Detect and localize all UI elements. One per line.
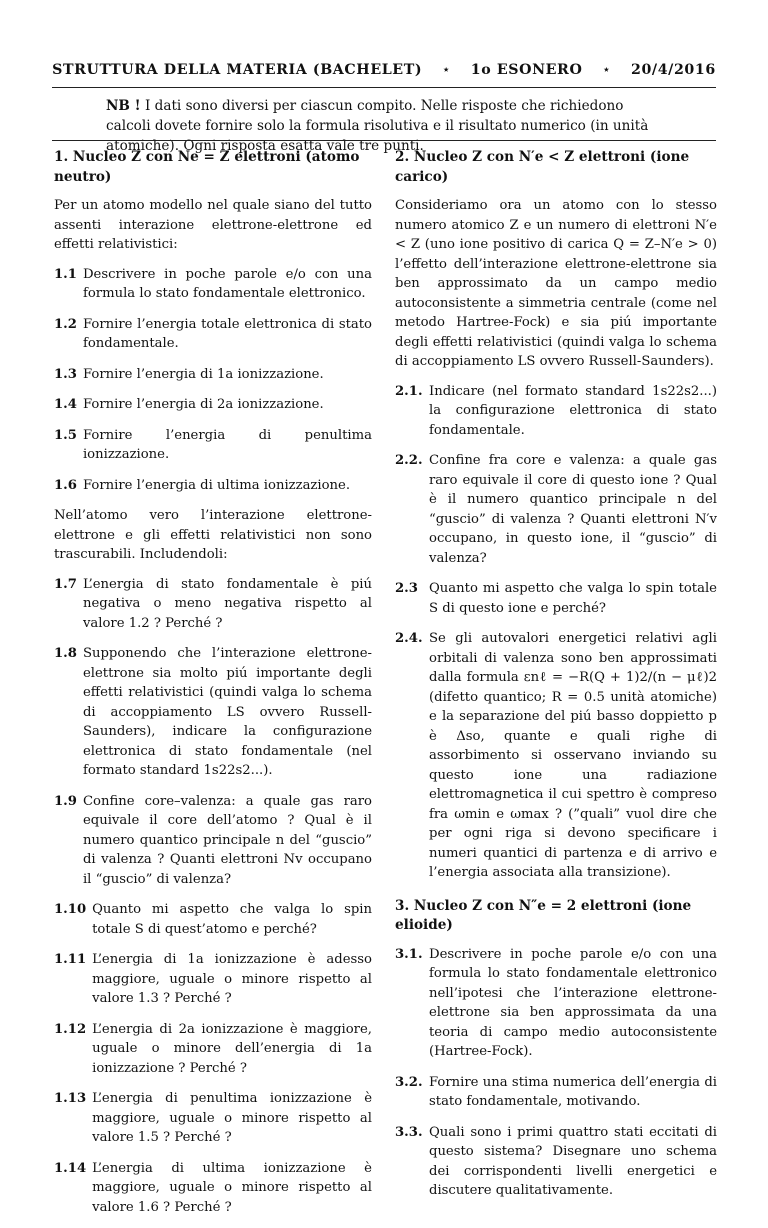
question-number: 1.8 — [54, 646, 77, 661]
question-item — [395, 1123, 717, 1201]
question-text: Confine fra core e valenza: a quale gas raro equivale il core di questo ione ? Qual è il numero quantico principale n del “guscio” di valenza ? Quanti elettroni N′v occupano, in questo ione, il “guscio” di valenza? — [429, 453, 717, 566]
question-number: 1.14 — [54, 1160, 87, 1176]
question-text: Descrivere in poche parole e/o con una formula lo stato fondamentale elettronico. — [82, 266, 372, 301]
note-text: I dati sono diversi per ciascun compito. Nelle risposte che richiedono calcoli dovete fornire solo la formula risolutiva e il risultato numerico (in unità atomiche). Ogni risposta esatta vale tre punti. — [106, 98, 649, 154]
question-list-3 — [395, 945, 717, 1201]
question-list-1a — [54, 265, 372, 496]
question-item — [54, 476, 372, 496]
question-number: 1.10 — [54, 902, 87, 917]
question-text: L’energia di penultima ionizzazione è maggiore, uguale o minore rispetto al valore 1.5 ? Perché ? — [92, 1091, 372, 1145]
question-text: Fornire l’energia totale elettronica di stato fondamentale. — [82, 316, 372, 351]
question-item — [54, 1020, 372, 1079]
question-text: Supponendo che l’interazione elettrone-elettrone sia molto piú importante degli effetti relativistici (quindi valga lo schema di accoppiamento LS ovvero Russell-Saunders), indicare la configurazione elettronica di stato fondamentale (nel formato standard 1s22s2...). — [82, 646, 372, 778]
question-number: 3.3. — [395, 1124, 423, 1140]
question-text: Quanto mi aspetto che valga lo spin totale S di quest’atomo e perché? — [92, 902, 372, 937]
question-number: 1.4 — [54, 397, 77, 412]
question-item — [395, 451, 717, 568]
question-number: 1.12 — [54, 1021, 87, 1037]
question-text: Fornire l’energia di 2a ionizzazione. — [82, 397, 324, 412]
question-number: 1.9 — [54, 793, 77, 809]
question-number: 2.4. — [395, 631, 423, 646]
question-text: Fornire una stima numerica dell’energia di stato fondamentale, motivando. — [429, 1074, 717, 1109]
question-list-2 — [395, 382, 717, 883]
question-item — [54, 1089, 372, 1148]
question-number: 2.1. — [395, 383, 423, 399]
section-1-intro: Per un atomo modello nel quale siano del tutto assenti interazione elettrone-elettrone ed effetti relativistici: — [54, 198, 372, 252]
question-number: 1.1 — [54, 266, 77, 282]
question-text: Confine core–valenza: a quale gas raro equivale il core dell’atomo ? Qual è il numero quantico principale n del “guscio” di valenza ? Quanti elettroni Nv occupano il “guscio” di valenza? — [82, 793, 372, 887]
question-item — [395, 629, 717, 883]
question-item — [54, 365, 372, 385]
star-separator: ⋆ — [441, 62, 452, 78]
question-number: 1.5 — [54, 427, 77, 443]
section-2-title: 2. Nucleo Z con N′e < Z elettroni (ione carico) — [395, 149, 690, 185]
question-item — [54, 644, 372, 781]
question-number: 1.11 — [54, 952, 87, 967]
question-item — [54, 426, 372, 465]
question-number: 3.2. — [395, 1074, 423, 1090]
question-text: Quali sono i primi quattro stati eccitati di questo sistema? Disegnare uno schema dei corrispondenti livelli energetici e discutere qualitativamente. — [429, 1124, 717, 1198]
question-text: L’energia di 2a ionizzazione è maggiore, uguale o minore dell’energia di 1a ionizzazione ? Perché ? — [92, 1021, 372, 1076]
left-column — [54, 148, 372, 1228]
question-item — [395, 1073, 717, 1112]
instructions-note — [106, 96, 666, 156]
question-number: 2.3 — [395, 581, 418, 596]
question-text: L’energia di 1a ionizzazione è adesso maggiore, uguale o minore rispetto al valore 1.3 ? Perché ? — [92, 952, 372, 1006]
section-3-title: 3. Nucleo Z con N″e = 2 elettroni (ione elioide) — [395, 897, 692, 933]
question-text: Se gli autovalori energetici relativi agli orbitali di valenza sono ben approssimati dalla formula εnℓ = −R(Q + 1)2/(n − μℓ)2 (difetto quantico; R = 0.5 unità atomiche) e la separazione del piú basso doppietto p è Δso, quante e quali righe di assorbimento si osservano inviando su questo ione una radiazione elettromagnetica il cui spettro è compreso fra ωmin e ωmax ? (”quali” vuol dire che per ogni riga si devono specificare i numeri quantici di partenza e di arrivo e l’energia associata alla transizione). — [429, 631, 717, 880]
question-list-1b — [54, 575, 372, 1218]
question-number: 1.2 — [54, 316, 77, 332]
section-2-intro: Consideriamo ora un atomo con lo stesso numero atomico Z e un numero di elettroni N′e < Z (uno ione positivo di carica Q = Z–N′e > 0) l’effetto dell’interazione elettrone-elettrone sia ben approssimato da un campo medio autoconsistente a simmetria centrale (come nel metodo Hartree-Fock) e sia piú importante degli effetti relativistici (quindi valga lo schema di accoppiamento LS ovvero Russell-Saunders). — [395, 198, 717, 369]
section-1-title: 1. Nucleo Z con Ne = Z elettroni (atomo neutro) — [54, 149, 360, 185]
header-divider — [52, 87, 716, 88]
note-divider — [52, 140, 716, 141]
question-item — [395, 382, 717, 441]
question-item — [54, 395, 372, 415]
question-item — [54, 315, 372, 354]
star-separator: ⋆ — [601, 62, 612, 78]
question-text: Fornire l’energia di 1a ionizzazione. — [82, 366, 324, 382]
question-number: 1.13 — [54, 1091, 87, 1106]
question-item — [54, 792, 372, 890]
question-number: 1.3 — [54, 366, 77, 382]
question-text: Quanto mi aspetto che valga lo spin totale S di questo ione e perché? — [429, 581, 717, 616]
question-text: L’energia di ultima ionizzazione è maggiore, uguale o minore rispetto al valore 1.6 ? Perché ? — [92, 1160, 372, 1215]
question-number: 2.2. — [395, 453, 423, 468]
exam-name: 1o ESONERO — [470, 62, 583, 78]
question-text: Fornire l’energia di penultima ionizzazione. — [82, 427, 372, 462]
note-label: NB ! — [106, 98, 141, 114]
question-item — [54, 950, 372, 1009]
question-item — [54, 265, 372, 304]
question-text: Descrivere in poche parole e/o con una formula lo stato fondamentale elettronico nell’ipotesi che l’interazione elettrone-elettrone sia ben approssimata da una teoria di campo medio autoconsistente (Hartree-Fock). — [429, 946, 717, 1059]
section-1-intro-2: Nell’atomo vero l’interazione elettrone-elettrone e gli effetti relativistici non sono trascurabili. Includendoli: — [54, 508, 372, 562]
question-item — [54, 575, 372, 634]
exam-date: 20/4/2016 — [630, 62, 716, 78]
question-number: 3.1. — [395, 946, 423, 962]
question-text: Indicare (nel formato standard 1s22s2...) la configurazione elettronica di stato fondamentale. — [429, 383, 717, 438]
question-text: L’energia di stato fondamentale è piú negativa o meno negativa rispetto al valore 1.2 ? Perché ? — [82, 576, 372, 631]
exam-header — [0, 62, 768, 78]
course-title: STRUTTURA DELLA MATERIA (BACHELET) — [52, 62, 423, 78]
question-item — [54, 900, 372, 939]
question-item — [395, 945, 717, 1062]
question-text: Fornire l’energia di ultima ionizzazione. — [82, 477, 351, 493]
right-column — [395, 148, 717, 1212]
question-number: 1.7 — [54, 576, 77, 592]
question-number: 1.6 — [54, 477, 77, 493]
question-item — [395, 579, 717, 618]
question-item — [54, 1159, 372, 1218]
